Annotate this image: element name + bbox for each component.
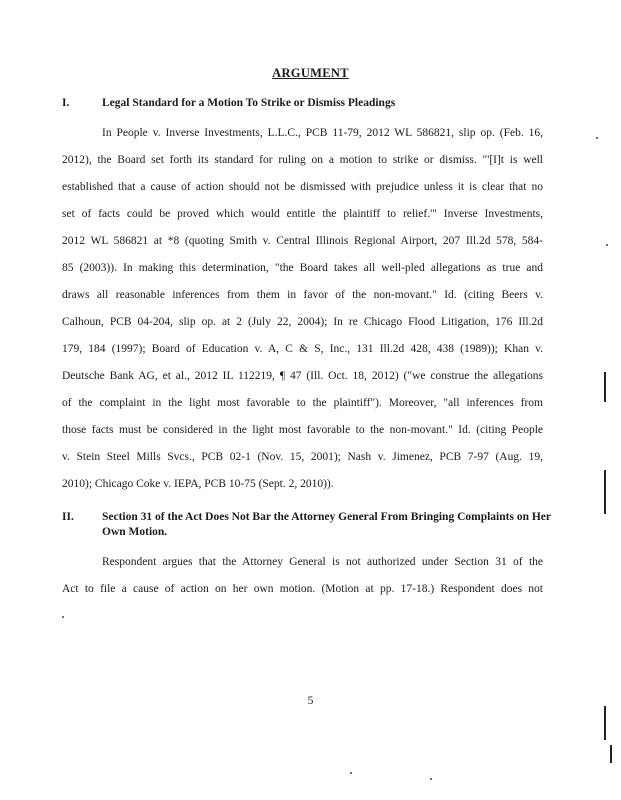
paragraph-line: Respondent argues that the Attorney General is not authorized under Section 31 of the [102,556,543,568]
paragraph-line: 179, 184 (1997); Board of Education v. A, C & S, Inc., 131 Ill.2d 428, 438 (1989)); Khan v. [62,343,543,355]
paragraph-line: Calhoun, PCB 04-204, slip op. at 2 (July 22, 2004); In re Chicago Flood Litigation, 176 Ill.2d [62,316,543,328]
paragraph-line: 85 (2003)). In making this determination, "the Board takes all well-pled allegations as true and [62,262,543,274]
paragraph-line: of the complaint in the light most favorable to the plaintiff"). Moreover, "all inferences from [62,397,543,409]
scan-mark [604,372,606,402]
paragraph-line: draws all reasonable inferences from them in favor of the non-movant." Id. (citing Beers v. [62,289,543,301]
scan-speck [430,778,432,780]
scan-mark [604,470,606,514]
paragraph-line: v. Stein Steel Mills Svcs., PCB 02-1 (Nov. 15, 2001); Nash v. Jimenez, PCB 7-97 (Aug. 19, [62,451,543,463]
paragraph-line: 2012), the Board set forth its standard for ruling on a motion to strike or dismiss. "'[I]t is well [62,154,543,166]
document-title: ARGUMENT [272,66,349,80]
paragraph-line: set of facts could be proved which would entitle the plaintiff to relief.'" Inverse Investments, [62,208,543,220]
paragraph-line: Act to file a cause of action on her own motion. (Motion at pp. 17-18.) Respondent does not [62,583,543,595]
scan-speck [62,616,64,618]
section-number: I. [62,97,70,109]
paragraph-line: those facts must be considered in the light most favorable to the non-movant." Id. (citing People [62,424,543,436]
page-number: 5 [307,695,314,707]
section-heading-text: Legal Standard for a Motion To Strike or Dismiss Pleadings [102,97,396,109]
section-number: II. [62,511,74,523]
scan-speck [606,244,608,246]
scan-mark [604,706,606,740]
scan-mark [610,745,612,763]
scan-speck [350,772,352,774]
paragraph-line: 2010); Chicago Coke v. IEPA, PCB 10-75 (Sept. 2, 2010)). [62,478,334,490]
scan-speck [596,137,598,139]
paragraph-line: established that a cause of action should not be dismissed with prejudice unless it is clear that no [62,181,543,193]
paragraph-line: Deutsche Bank AG, et al., 2012 IL 112219, ¶ 47 (Ill. Oct. 18, 2012) ("we construe the allegations [62,370,543,382]
section-heading-text: Section 31 of the Act Does Not Bar the Attorney General From Bringing Complaints on Her Own Motion. [102,511,551,538]
paragraph-line: 2012 WL 586821 at *8 (quoting Smith v. Central Illinois Regional Airport, 207 Ill.2d 578, 584- [62,235,543,247]
paragraph-line: In People v. Inverse Investments, L.L.C., PCB 11-79, 2012 WL 586821, slip op. (Feb. 16, [102,127,543,139]
